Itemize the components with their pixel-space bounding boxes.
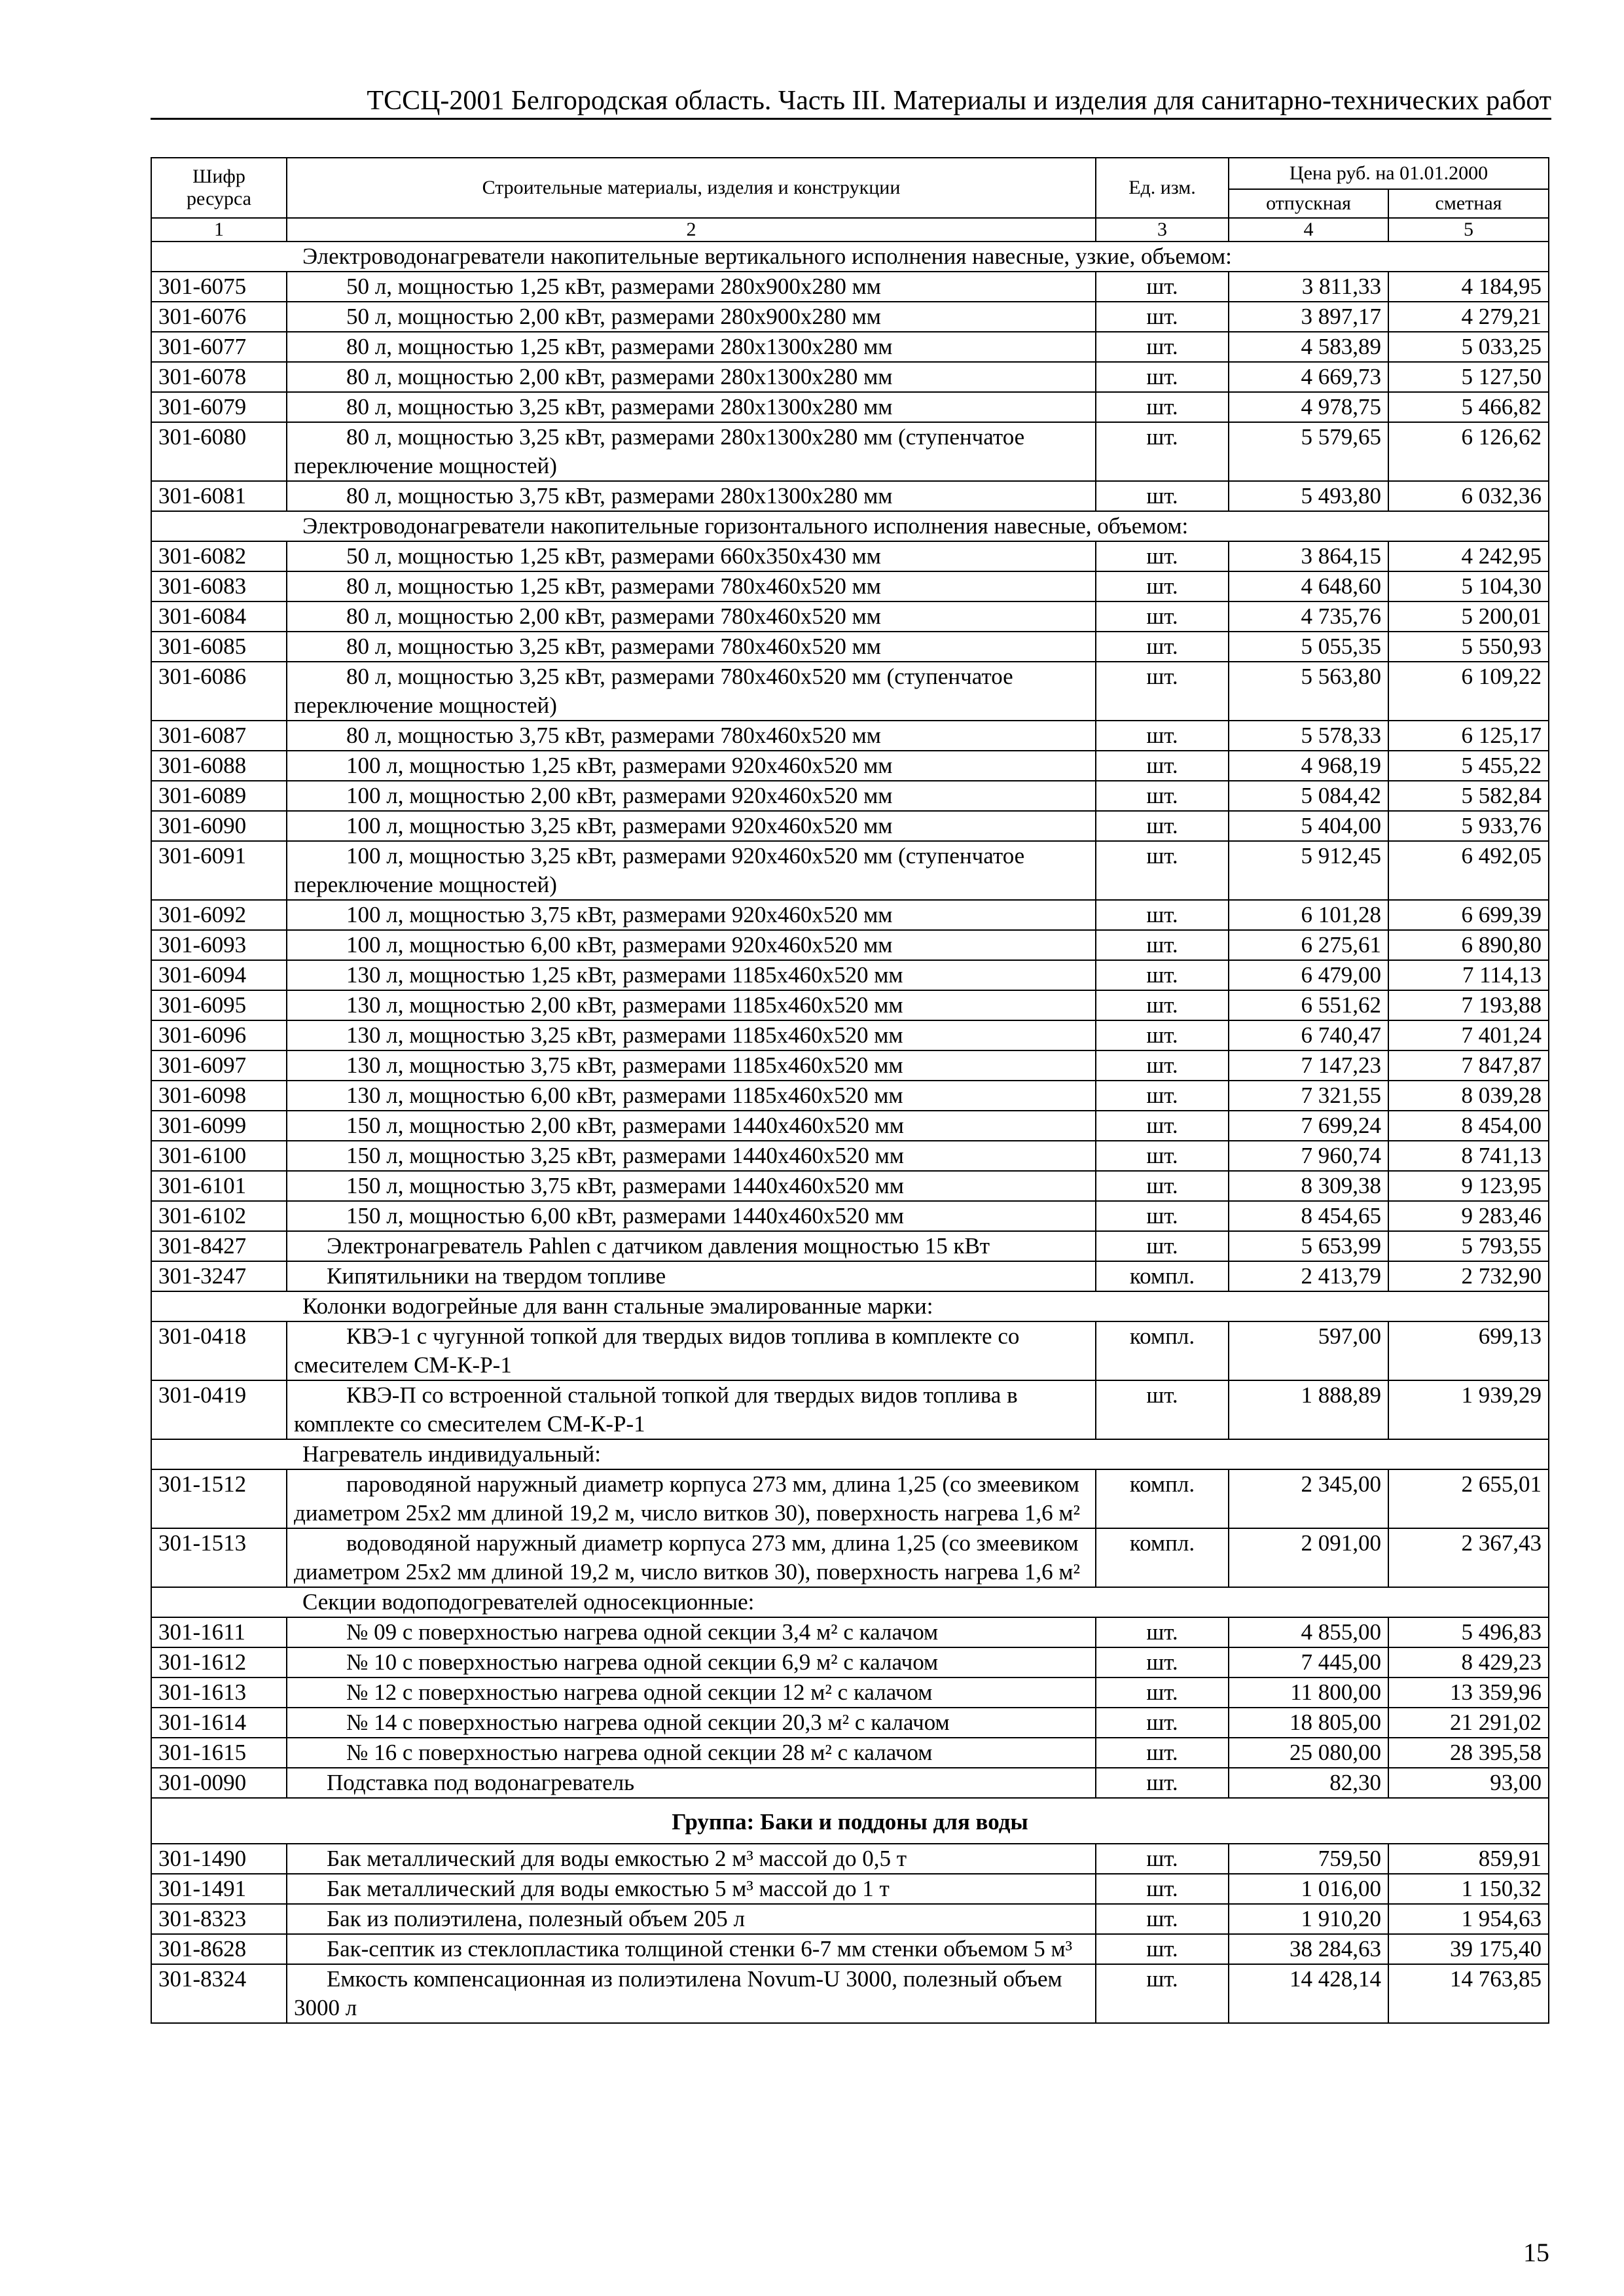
item-name: Бак из полиэтилена, полезный объем 205 л [287, 1904, 1096, 1934]
item-name: № 16 с поверхностью нагрева одной секции 28 м² с калачом [287, 1738, 1096, 1768]
price-release: 6 740,47 [1229, 1020, 1388, 1050]
item-unit: компл. [1096, 1261, 1229, 1291]
price-release: 5 404,00 [1229, 811, 1388, 841]
table-row [151, 751, 1549, 781]
item-unit: шт. [1096, 601, 1229, 632]
item-unit: шт. [1096, 332, 1229, 362]
table-row [151, 1768, 1549, 1798]
table-row [151, 1321, 1549, 1380]
resource-code: 301-6094 [151, 960, 287, 990]
price-release: 7 147,23 [1229, 1050, 1388, 1081]
price-estimate: 4 242,95 [1388, 541, 1549, 571]
price-release: 3 811,33 [1229, 272, 1388, 302]
table-row [151, 662, 1549, 721]
price-estimate: 28 395,58 [1388, 1738, 1549, 1768]
resource-code: 301-6088 [151, 751, 287, 781]
item-unit: шт. [1096, 1050, 1229, 1081]
item-unit: шт. [1096, 1738, 1229, 1768]
price-estimate: 7 401,24 [1388, 1020, 1549, 1050]
item-name: Бак-септик из стеклопластика толщиной стенки 6-7 мм стенки объемом 5 м³ [287, 1934, 1096, 1964]
table-row [151, 392, 1549, 422]
item-name: 80 л, мощностью 2,00 кВт, размерами 780x460x520 мм [287, 601, 1096, 632]
table-row [151, 841, 1549, 900]
price-estimate: 6 032,36 [1388, 481, 1549, 511]
section-heading: Нагреватель индивидуальный: [151, 1439, 1549, 1469]
item-unit: шт. [1096, 302, 1229, 332]
table-row [151, 541, 1549, 571]
resource-code: 301-1491 [151, 1874, 287, 1904]
price-release: 4 669,73 [1229, 362, 1388, 392]
item-unit: шт. [1096, 721, 1229, 751]
price-release: 11 800,00 [1229, 1677, 1388, 1708]
price-estimate: 5 933,76 [1388, 811, 1549, 841]
section-row [151, 1439, 1549, 1469]
table-row [151, 1874, 1549, 1904]
table-row [151, 1677, 1549, 1708]
section-row [151, 1291, 1549, 1321]
item-name: 130 л, мощностью 1,25 кВт, размерами 1185x460x520 мм [287, 960, 1096, 990]
item-unit: шт. [1096, 1201, 1229, 1231]
price-estimate: 1 939,29 [1388, 1380, 1549, 1439]
table-row [151, 1528, 1549, 1587]
item-unit: шт. [1096, 841, 1229, 900]
col-number: 2 [287, 218, 1096, 242]
resource-code: 301-6087 [151, 721, 287, 751]
group-row [151, 1798, 1549, 1844]
col-number: 5 [1388, 218, 1549, 242]
price-estimate: 4 279,21 [1388, 302, 1549, 332]
item-unit: шт. [1096, 481, 1229, 511]
price-estimate: 8 454,00 [1388, 1111, 1549, 1141]
resource-code: 301-6091 [151, 841, 287, 900]
item-unit: шт. [1096, 392, 1229, 422]
section-row [151, 511, 1549, 541]
section-heading: Электроводонагреватели накопительные горизонтального исполнения навесные, объемом: [151, 511, 1549, 541]
price-release: 5 579,65 [1229, 422, 1388, 481]
table-row [151, 930, 1549, 960]
price-estimate: 6 699,39 [1388, 900, 1549, 930]
page-number: 15 [1523, 2238, 1549, 2267]
table-row [151, 990, 1549, 1020]
price-estimate: 5 793,55 [1388, 1231, 1549, 1261]
resource-code: 301-6079 [151, 392, 287, 422]
item-unit: шт. [1096, 571, 1229, 601]
item-name: № 12 с поверхностью нагрева одной секции 12 м² с калачом [287, 1677, 1096, 1708]
table-body [151, 242, 1549, 2023]
table-row [151, 1617, 1549, 1647]
price-release: 6 275,61 [1229, 930, 1388, 960]
resource-code: 301-6098 [151, 1081, 287, 1111]
item-name: 130 л, мощностью 6,00 кВт, размерами 1185x460x520 мм [287, 1081, 1096, 1111]
price-estimate: 1 954,63 [1388, 1904, 1549, 1934]
col-header-code: Шифр ресурса [151, 158, 287, 218]
table-row [151, 1261, 1549, 1291]
price-release: 4 968,19 [1229, 751, 1388, 781]
item-name: 80 л, мощностью 3,25 кВт, размерами 280x1300x280 мм (ступенчатое переключение мощностей) [287, 422, 1096, 481]
price-estimate: 14 763,85 [1388, 1964, 1549, 2023]
resource-code: 301-6083 [151, 571, 287, 601]
resource-code: 301-6093 [151, 930, 287, 960]
section-heading: Электроводонагреватели накопительные вертикального исполнения навесные, узкие, объемом: [151, 242, 1549, 272]
price-estimate: 6 890,80 [1388, 930, 1549, 960]
item-unit: шт. [1096, 990, 1229, 1020]
col-header-estimate: сметная [1388, 189, 1549, 218]
price-release: 18 805,00 [1229, 1708, 1388, 1738]
resource-code: 301-6085 [151, 632, 287, 662]
item-unit: шт. [1096, 930, 1229, 960]
resource-code: 301-6101 [151, 1171, 287, 1201]
resource-code: 301-6081 [151, 481, 287, 511]
section-heading: Секции водоподогревателей односекционные: [151, 1587, 1549, 1617]
price-release: 25 080,00 [1229, 1738, 1388, 1768]
col-header-release: отпускная [1229, 189, 1388, 218]
table-row [151, 1231, 1549, 1261]
item-name: КВЭ-П со встроенной стальной топкой для твердых видов топлива в комплекте со смесителем СМ-К-Р-1 [287, 1380, 1096, 1439]
col-number: 4 [1229, 218, 1388, 242]
price-estimate: 5 496,83 [1388, 1617, 1549, 1647]
item-unit: шт. [1096, 1934, 1229, 1964]
item-unit: шт. [1096, 1231, 1229, 1261]
resource-code: 301-6096 [151, 1020, 287, 1050]
price-estimate: 21 291,02 [1388, 1708, 1549, 1738]
price-release: 4 648,60 [1229, 571, 1388, 601]
price-release: 4 978,75 [1229, 392, 1388, 422]
item-name: Подставка под водонагреватель [287, 1768, 1096, 1798]
item-name: КВЭ-1 с чугунной топкой для твердых видов топлива в комплекте со смесителем СМ-К-Р-1 [287, 1321, 1096, 1380]
resource-code: 301-0418 [151, 1321, 287, 1380]
price-estimate: 13 359,96 [1388, 1677, 1549, 1708]
table-row [151, 1964, 1549, 2023]
section-row [151, 1587, 1549, 1617]
price-release: 4 735,76 [1229, 601, 1388, 632]
resource-code: 301-6078 [151, 362, 287, 392]
item-name: водоводяной наружный диаметр корпуса 273 мм, длина 1,25 (со змеевиком диаметром 25x2 мм длиной 19,2 м, число витков 30), поверхность нагрева 1,6 м² [287, 1528, 1096, 1587]
item-name: № 10 с поверхностью нагрева одной секции 6,9 м² с калачом [287, 1647, 1096, 1677]
item-unit: шт. [1096, 1904, 1229, 1934]
item-name: 130 л, мощностью 3,75 кВт, размерами 1185x460x520 мм [287, 1050, 1096, 1081]
item-unit: шт. [1096, 1768, 1229, 1798]
resource-code: 301-6080 [151, 422, 287, 481]
item-unit: шт. [1096, 541, 1229, 571]
item-name: 100 л, мощностью 1,25 кВт, размерами 920x460x520 мм [287, 751, 1096, 781]
table-row [151, 781, 1549, 811]
table-row [151, 900, 1549, 930]
item-name: пароводяной наружный диаметр корпуса 273 мм, длина 1,25 (со змеевиком диаметром 25x2 мм длиной 19,2 м, число витков 30), поверхность нагрева 1,6 м² [287, 1469, 1096, 1528]
resource-code: 301-1490 [151, 1844, 287, 1874]
item-name: 50 л, мощностью 2,00 кВт, размерами 280x900x280 мм [287, 302, 1096, 332]
price-release: 5 493,80 [1229, 481, 1388, 511]
price-release: 1 016,00 [1229, 1874, 1388, 1904]
item-name: № 09 с поверхностью нагрева одной секции 3,4 м² с калачом [287, 1617, 1096, 1647]
table-row [151, 1904, 1549, 1934]
item-name: Емкость компенсационная из полиэтилена Novum-U 3000, полезный объем 3000 л [287, 1964, 1096, 2023]
price-estimate: 7 847,87 [1388, 1050, 1549, 1081]
resource-code: 301-0090 [151, 1768, 287, 1798]
resource-code: 301-6084 [151, 601, 287, 632]
header-rule [151, 118, 1551, 120]
table-row [151, 1171, 1549, 1201]
col-header-name: Строительные материалы, изделия и конструкции [287, 158, 1096, 218]
item-name: Электронагреватель Pahlen с датчиком давления мощностью 15 кВт [287, 1231, 1096, 1261]
col-number: 1 [151, 218, 287, 242]
item-name: 80 л, мощностью 1,25 кВт, размерами 780x460x520 мм [287, 571, 1096, 601]
price-release: 1 888,89 [1229, 1380, 1388, 1439]
price-estimate: 7 114,13 [1388, 960, 1549, 990]
price-estimate: 5 455,22 [1388, 751, 1549, 781]
table-row [151, 601, 1549, 632]
price-release: 3 864,15 [1229, 541, 1388, 571]
price-release: 5 055,35 [1229, 632, 1388, 662]
item-unit: шт. [1096, 1081, 1229, 1111]
price-release: 6 479,00 [1229, 960, 1388, 990]
price-estimate: 6 125,17 [1388, 721, 1549, 751]
section-heading: Колонки водогрейные для ванн стальные эмалированные марки: [151, 1291, 1549, 1321]
item-unit: шт. [1096, 1844, 1229, 1874]
item-name: 150 л, мощностью 6,00 кВт, размерами 1440x460x520 мм [287, 1201, 1096, 1231]
price-release: 2 345,00 [1229, 1469, 1388, 1528]
resource-code: 301-6102 [151, 1201, 287, 1231]
item-name: 80 л, мощностью 3,75 кВт, размерами 780x460x520 мм [287, 721, 1096, 751]
table-row [151, 1141, 1549, 1171]
table-row [151, 1050, 1549, 1081]
item-name: Кипятильники на твердом топливе [287, 1261, 1096, 1291]
price-release: 8 454,65 [1229, 1201, 1388, 1231]
item-name: 80 л, мощностью 3,25 кВт, размерами 780x460x520 мм (ступенчатое переключение мощностей) [287, 662, 1096, 721]
price-estimate: 5 033,25 [1388, 332, 1549, 362]
resource-code: 301-1613 [151, 1677, 287, 1708]
item-unit: шт. [1096, 1677, 1229, 1708]
price-estimate: 2 732,90 [1388, 1261, 1549, 1291]
price-release: 2 413,79 [1229, 1261, 1388, 1291]
price-estimate: 859,91 [1388, 1844, 1549, 1874]
price-release: 3 897,17 [1229, 302, 1388, 332]
table-row [151, 362, 1549, 392]
price-release: 6 551,62 [1229, 990, 1388, 1020]
item-name: 100 л, мощностью 2,00 кВт, размерами 920x460x520 мм [287, 781, 1096, 811]
price-estimate: 5 550,93 [1388, 632, 1549, 662]
item-name: 150 л, мощностью 2,00 кВт, размерами 1440x460x520 мм [287, 1111, 1096, 1141]
table-row [151, 332, 1549, 362]
resource-code: 301-6086 [151, 662, 287, 721]
price-estimate: 8 429,23 [1388, 1647, 1549, 1677]
price-estimate: 6 126,62 [1388, 422, 1549, 481]
table-row [151, 1111, 1549, 1141]
item-name: Бак металлический для воды емкостью 2 м³ массой до 0,5 т [287, 1844, 1096, 1874]
table-row [151, 1708, 1549, 1738]
price-estimate: 93,00 [1388, 1768, 1549, 1798]
price-release: 6 101,28 [1229, 900, 1388, 930]
price-estimate: 4 184,95 [1388, 272, 1549, 302]
price-estimate: 6 109,22 [1388, 662, 1549, 721]
resource-code: 301-8323 [151, 1904, 287, 1934]
item-name: Бак металлический для воды емкостью 5 м³ массой до 1 т [287, 1874, 1096, 1904]
table-row [151, 960, 1549, 990]
item-name: 100 л, мощностью 3,25 кВт, размерами 920x460x520 мм [287, 811, 1096, 841]
price-release: 5 084,42 [1229, 781, 1388, 811]
item-unit: шт. [1096, 900, 1229, 930]
table-row [151, 1647, 1549, 1677]
table-row [151, 571, 1549, 601]
resource-code: 301-8427 [151, 1231, 287, 1261]
item-unit: шт. [1096, 362, 1229, 392]
table-row [151, 1380, 1549, 1439]
resource-code: 301-8628 [151, 1934, 287, 1964]
price-table [151, 157, 1549, 2024]
resource-code: 301-6076 [151, 302, 287, 332]
price-estimate: 6 492,05 [1388, 841, 1549, 900]
item-unit: шт. [1096, 1380, 1229, 1439]
price-release: 8 309,38 [1229, 1171, 1388, 1201]
item-name: 100 л, мощностью 3,75 кВт, размерами 920x460x520 мм [287, 900, 1096, 930]
item-unit: шт. [1096, 662, 1229, 721]
price-release: 5 653,99 [1229, 1231, 1388, 1261]
item-unit: шт. [1096, 1111, 1229, 1141]
price-release: 5 912,45 [1229, 841, 1388, 900]
price-release: 2 091,00 [1229, 1528, 1388, 1587]
item-unit: шт. [1096, 811, 1229, 841]
table-row [151, 1738, 1549, 1768]
price-release: 82,30 [1229, 1768, 1388, 1798]
resource-code: 301-6089 [151, 781, 287, 811]
resource-code: 301-0419 [151, 1380, 287, 1439]
price-estimate: 9 123,95 [1388, 1171, 1549, 1201]
item-name: 80 л, мощностью 3,25 кВт, размерами 780x460x520 мм [287, 632, 1096, 662]
table-row [151, 481, 1549, 511]
price-release: 1 910,20 [1229, 1904, 1388, 1934]
table-row [151, 1201, 1549, 1231]
table-row [151, 811, 1549, 841]
item-name: 150 л, мощностью 3,75 кВт, размерами 1440x460x520 мм [287, 1171, 1096, 1201]
item-unit: шт. [1096, 1171, 1229, 1201]
item-unit: шт. [1096, 1647, 1229, 1677]
resource-code: 301-6077 [151, 332, 287, 362]
price-release: 5 578,33 [1229, 721, 1388, 751]
price-estimate: 9 283,46 [1388, 1201, 1549, 1231]
table-row [151, 272, 1549, 302]
price-estimate: 39 175,40 [1388, 1934, 1549, 1964]
resource-code: 301-6097 [151, 1050, 287, 1081]
price-estimate: 2 367,43 [1388, 1528, 1549, 1587]
price-release: 4 855,00 [1229, 1617, 1388, 1647]
resource-code: 301-1611 [151, 1617, 287, 1647]
resource-code: 301-1612 [151, 1647, 287, 1677]
price-release: 7 445,00 [1229, 1647, 1388, 1677]
price-estimate: 5 466,82 [1388, 392, 1549, 422]
item-name: 100 л, мощностью 3,25 кВт, размерами 920x460x520 мм (ступенчатое переключение мощностей) [287, 841, 1096, 900]
table-row [151, 422, 1549, 481]
item-unit: шт. [1096, 1020, 1229, 1050]
resource-code: 301-1512 [151, 1469, 287, 1528]
table-row [151, 1081, 1549, 1111]
item-unit: шт. [1096, 422, 1229, 481]
resource-code: 301-6095 [151, 990, 287, 1020]
col-number: 3 [1096, 218, 1229, 242]
group-heading: Группа: Баки и поддоны для воды [151, 1798, 1549, 1844]
resource-code: 301-3247 [151, 1261, 287, 1291]
col-header-unit: Ед. изм. [1096, 158, 1229, 218]
price-release: 7 699,24 [1229, 1111, 1388, 1141]
item-unit: шт. [1096, 960, 1229, 990]
item-unit: шт. [1096, 272, 1229, 302]
resource-code: 301-6100 [151, 1141, 287, 1171]
price-estimate: 5 127,50 [1388, 362, 1549, 392]
item-name: 150 л, мощностью 3,25 кВт, размерами 1440x460x520 мм [287, 1141, 1096, 1171]
price-release: 597,00 [1229, 1321, 1388, 1380]
resource-code: 301-1614 [151, 1708, 287, 1738]
table-row [151, 1934, 1549, 1964]
price-release: 14 428,14 [1229, 1964, 1388, 2023]
item-name: 100 л, мощностью 6,00 кВт, размерами 920x460x520 мм [287, 930, 1096, 960]
resource-code: 301-1615 [151, 1738, 287, 1768]
price-release: 38 284,63 [1229, 1934, 1388, 1964]
resource-code: 301-1513 [151, 1528, 287, 1587]
item-unit: компл. [1096, 1469, 1229, 1528]
resource-code: 301-6075 [151, 272, 287, 302]
table-row [151, 1020, 1549, 1050]
item-unit: шт. [1096, 751, 1229, 781]
price-estimate: 8 741,13 [1388, 1141, 1549, 1171]
resource-code: 301-6090 [151, 811, 287, 841]
price-estimate: 1 150,32 [1388, 1874, 1549, 1904]
item-name: 80 л, мощностью 3,25 кВт, размерами 280x1300x280 мм [287, 392, 1096, 422]
item-name: № 14 с поверхностью нагрева одной секции 20,3 м² с калачом [287, 1708, 1096, 1738]
item-unit: шт. [1096, 1708, 1229, 1738]
running-header: ТССЦ-2001 Белгородская область. Часть III. Материалы и изделия для санитарно-технических работ [367, 86, 1551, 116]
resource-code: 301-6099 [151, 1111, 287, 1141]
item-unit: шт. [1096, 1141, 1229, 1171]
resource-code: 301-8324 [151, 1964, 287, 2023]
item-unit: компл. [1096, 1528, 1229, 1587]
price-release: 4 583,89 [1229, 332, 1388, 362]
price-estimate: 5 104,30 [1388, 571, 1549, 601]
item-name: 80 л, мощностью 1,25 кВт, размерами 280x1300x280 мм [287, 332, 1096, 362]
item-name: 80 л, мощностью 2,00 кВт, размерами 280x1300x280 мм [287, 362, 1096, 392]
resource-code: 301-6082 [151, 541, 287, 571]
item-unit: шт. [1096, 1964, 1229, 2023]
price-estimate: 5 582,84 [1388, 781, 1549, 811]
price-estimate: 5 200,01 [1388, 601, 1549, 632]
item-name: 80 л, мощностью 3,75 кВт, размерами 280x1300x280 мм [287, 481, 1096, 511]
price-release: 5 563,80 [1229, 662, 1388, 721]
table-row [151, 632, 1549, 662]
col-header-price-group: Цена руб. на 01.01.2000 [1229, 158, 1549, 189]
resource-code: 301-6092 [151, 900, 287, 930]
table-row [151, 721, 1549, 751]
section-row [151, 242, 1549, 272]
item-unit: шт. [1096, 1874, 1229, 1904]
item-name: 50 л, мощностью 1,25 кВт, размерами 280x900x280 мм [287, 272, 1096, 302]
item-unit: шт. [1096, 632, 1229, 662]
item-unit: шт. [1096, 1617, 1229, 1647]
item-name: 50 л, мощностью 1,25 кВт, размерами 660x350x430 мм [287, 541, 1096, 571]
price-estimate: 2 655,01 [1388, 1469, 1549, 1528]
item-name: 130 л, мощностью 3,25 кВт, размерами 1185x460x520 мм [287, 1020, 1096, 1050]
table-row [151, 302, 1549, 332]
price-estimate: 7 193,88 [1388, 990, 1549, 1020]
price-release: 7 321,55 [1229, 1081, 1388, 1111]
table-row [151, 1844, 1549, 1874]
item-unit: компл. [1096, 1321, 1229, 1380]
item-name: 130 л, мощностью 2,00 кВт, размерами 1185x460x520 мм [287, 990, 1096, 1020]
item-unit: шт. [1096, 781, 1229, 811]
table-row [151, 1469, 1549, 1528]
price-estimate: 8 039,28 [1388, 1081, 1549, 1111]
price-estimate: 699,13 [1388, 1321, 1549, 1380]
price-release: 759,50 [1229, 1844, 1388, 1874]
price-release: 7 960,74 [1229, 1141, 1388, 1171]
